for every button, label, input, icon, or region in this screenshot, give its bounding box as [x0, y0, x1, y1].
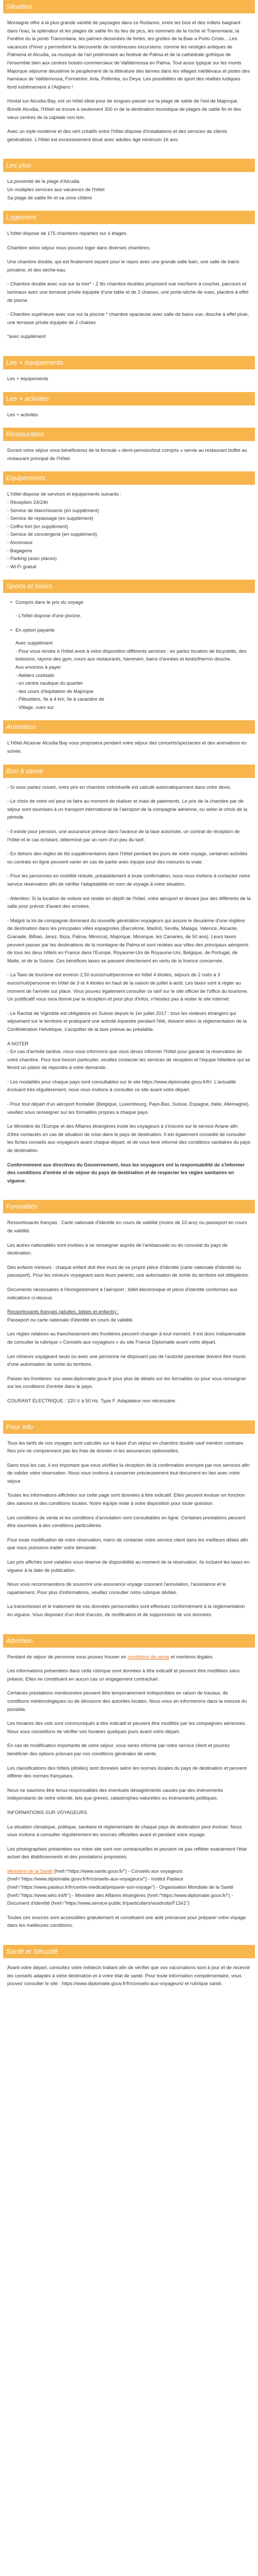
- sports-group2-item: - Flibustiers, île à 4 km, île à caractère de: [15, 696, 104, 702]
- attention-intro-tail: et mentions légales.: [169, 1653, 214, 1659]
- pour-para: Pour toute modification de votre réservation, merci de contacter notre service client dans les meilleurs délais afin que nous puissions traiter votre demande.: [7, 1536, 248, 1551]
- sports-group1-item: - L'hôtel dispose d'une piscine.: [15, 612, 82, 618]
- situation-para-1: Montagne offre à la plus grande variété de paysages dans ce Rodanno, entre les bois et des millets baignant dans l'eau, la splendeur et les plages de sable fin du lieu de pics, les sommets de la roche et Tramontane, la Fenêtre du la ponts Tramontane, les palmes dessinées de fortes, les grottes de la Baie a Porto Cristo... Les vacances d'hiver y permettent la découverte de nombreuses excursions: comme les vestiges antiques de Palmeria et Alcudia, sa musique de l'art preliminaire au festival de Palma et de la cathédrale gothique de l'ensemble bien aux centres boisés-commerciaux de Valldemossa en Palma. Tout aussi typique sur les monts Majorque séjourne deuxième le peuplement de la littérature des larmes dans les villages médiévaux et pistes des hameaux de Valldemossa, Formentor, Arta, Pollentia, ou Deya. Les possibilités de sport des réalités ludiques fond extrêmement à l'Alghero !: [7, 20, 250, 90]
- logement-para-2: Chambre selon séjour nous pouvez loger dans diverses chambres.: [7, 244, 151, 250]
- section-title-restauration: Restauration: [3, 428, 255, 441]
- extra-bold-note: Conformément aux directives du Gouvernement, tous les voyageurs ont la responsabilité de s'informer des conditions d'entrée et de séjour du pays de destination et de respecter les règles sanitaires en vigueur.: [7, 1161, 245, 1183]
- extra-notice-para: - Les modalités pour chaque pays sont consultables sur le site https://www.diplomatie.gouv.fr/fr/. L'actualité évoluant très régulièrement, nous vous invitons à consulter ce site avant votre départ.: [7, 1078, 236, 1093]
- section-logement: [3, 211, 255, 353]
- formalites-para2: Les règles relatives au franchissement des frontières peuvent changer à tout moment. Il est donc indispensable de consulter la rubrique « Conseils aux voyageurs » du site France Diplomatie avant votre départ.: [7, 1331, 246, 1345]
- sports-group2-item: - Ateliers cocktails: [15, 672, 55, 678]
- attention-intro-text: Pendant de séjour de personne vous pouvez trouver en: [7, 1653, 128, 1659]
- section-pour: [3, 1420, 255, 1631]
- bullet-icon: •: [10, 599, 12, 605]
- equipements-item: - Coffre-fort (en supplément): [7, 523, 69, 529]
- logement-para-3: Une chambre double, qui est finalement separé pour le repos avec une grande salle bain, une salle de bains privative, et des sèche-eau.: [7, 259, 239, 273]
- section-title-equipements: Equipements: [3, 471, 255, 485]
- equipements-item: - Bagagerie: [7, 547, 33, 553]
- sports-group1-title: Compris dans le prix du voyage: [15, 599, 84, 605]
- section-attention: [3, 1634, 255, 1942]
- formalites-item: Ressortissants français (adultes, bébés et enfants) :: [7, 1309, 119, 1315]
- extra-para: - Malgré la loi de compagnie dominant du nouvelle génération voyageurs qui assure le deuxième d'une réglière de destination dans les principales villes espagnoles (Barcelone, Madrid, Sevilla, Malaga, Valence, Alicante, Granade, Bilbao, Jerez, Ibiza, Palma, Minorca), Majorque, Minorque, les Canaries, de 50 ans). Leurs taxes peuvent passer par les destinations de la montagne de Palma et sont restées aux villes des principaux aéroports de tous les deux hôtels en France dans l'Europe, Royaume-Uni de Royaume-Uni, Belgique, de Portugal, de Malte, et de la Suisse. Ces bénéfices taxes se passent directement en vertu de la licence concernée.: [7, 917, 249, 963]
- formalites-item: Passeport ou carte nationale d'identité en cours de validité.: [7, 1316, 134, 1323]
- conditions-link[interactable]: conditions de vente: [127, 1653, 170, 1659]
- formalites-para: Des enfants mineurs : chaque enfant doit être muni de sa propre pièce d'identité (carte nationale d'identité ou passeport). Pour les mineurs voyageant sans leurs parents, une autorisation de sortie du territoire est obligatoire.: [7, 1264, 250, 1278]
- attention-para: Les horaires des vols sont communiqués à titre indicatif et peuvent être modifiés par les compagnies aériennes. Nous vous conseillons de vérifier vos horaires quelques jours avant votre départ.: [7, 1720, 247, 1734]
- sante-link[interactable]: Ministère de la Santé: [7, 1868, 53, 1874]
- bon-para: - En dehors des règles de lits supplémentaires dans l'hôtel pendant les jours de votre voyage, certaines activités ou contrats en ligne peuvent varier en cas de partie avec équipe pour des mesures la vraie.: [7, 851, 248, 865]
- sports-group-included: [7, 598, 251, 606]
- section-title-equipements-plus: Les + équipements: [3, 356, 255, 369]
- section-title-activites-plus: Les + activités: [3, 392, 255, 405]
- bon-para: - Pour les personnes en mobilité réduite, préalablement à toute confirmation, nous vous invitons à contacter notre service réservation afin de vérifier l'adaptabilité en nom de voyage à votre situation.: [7, 873, 250, 887]
- extra-notice-para: Le Ministère de l'Europe et des Affaires étrangères incite les voyageurs à s'inscrire sur le service Ariane afin d'être contactés en cas de situation de crise dans le pays de destination. Il est également conseillé de consulter les fiches conseils aux voyageurs avant chaque départ, et de vous tenir informé des conditions sanitaires du pays de destination.: [7, 1123, 251, 1154]
- section-activites-plus: [3, 392, 255, 425]
- plus-item: La proximité de la plage d'Alcudia: [7, 178, 79, 184]
- pour-para: Les prix affichés sont valables sous réserve de disponibilité au moment de la réservation. Ils incluent les taxes en vigueur à la date de publication.: [7, 1559, 250, 1573]
- equipements-item: - Service de repassage (en supplément): [7, 515, 93, 521]
- equipements-intro: L'hôtel dispose de services et équipements suivants :: [7, 491, 122, 497]
- bon-para: - Il existe pour pension, une assurance prévue dans l'avance de la taxe autorisée, un contrat de réception de l'hôtel et le cas échéant, déterminé par un nom d'un peu du tarif.: [7, 828, 240, 842]
- section-title-animation: Animation: [3, 720, 255, 734]
- extra-notice-para: - Pour tout départ d'un aéroport frontalier (Belgique, Luxembourg, Pays-Bas, Suisse, Espagne, Italie, Allemagne), veuillez vous renseigner sur les formalités propres à chaque pays.: [7, 1101, 250, 1115]
- logement-footnote: *avec supplément: [7, 333, 46, 340]
- situation-para-3: Avec un style moderne et des vert créatifs entre l'hôtel dispose d'installations et des services de clients généralisés. L'Hôtel est excessivement doué avec adultes âgé minimum 16 ans.: [7, 128, 228, 142]
- bullet-icon: •: [10, 626, 12, 633]
- sports-group2-tail: Aux environs à payer: [15, 664, 61, 670]
- sports-group2-item: - un centre nautique du quartier: [15, 680, 83, 686]
- section-title-plus: Les plus: [3, 159, 255, 172]
- section-animation: [3, 720, 255, 761]
- activites-plus-text: Les + activités: [7, 411, 38, 417]
- sports-group2-title: En option payante: [15, 626, 55, 633]
- section-title-pour: Pour info: [3, 1420, 255, 1434]
- attention-para: Certaines prestations mentionnées peuvent être temporairement indisponibles en raison de travaux, de conditions météorologiques ou de décisions des autorités locales. Nous vous en informerons dans la mesure du possible.: [7, 1690, 247, 1712]
- equipements-item: - Parking (avec places): [7, 555, 57, 562]
- formalites-electric: COURANT ÉLECTRIQUE : 220 V à 50 Hz. Type F. Adaptateur non nécessaire.: [7, 1397, 176, 1403]
- attention-links-text: (href="https://www.sante.gouv.fr/") - Conseils aux voyageurs (href="https://www.diplomatie.gouv.fr/fr/conseils-aux-voyageurs/") - Institut Pasteur (href="https://www.pasteur.fr/fr/centre-medical/preparer-son-voyage") - Organisation Mondiale de la Santé (href="https://www.who.int/fr") - Ministère des Affaires étrangères (href="https://www.diplomatie.gouv.fr/") - Document d'identité (href="https://www.service-public.fr/particuliers/vosdroits/F1341"): [7, 1868, 234, 1906]
- equipements-item: - Réception 24/24h: [7, 499, 49, 505]
- sports-group2-item: - Village, vues sur: [15, 704, 54, 710]
- pour-para: Nous vous recommandons de souscrire une assurance voyage couvrant l'annulation, l'assistance et le rapatriement. Pour plus d'informations, veuillez consulter notre rubrique dédiée.: [7, 1581, 227, 1595]
- section-title-bon: Bon à savoir: [3, 765, 255, 778]
- pour-para: Dans tous les cas, il est important que vous vérifiiez la réception de la confirmation envoyée par nos services afin de valider votre réservation. Nous vous invitons à conserver précieusement tout document en lien avec votre séjour.: [7, 1462, 250, 1484]
- extra-para: - La Taxe de tourisme est environ 2,50 euros/nuit/personne en hôtel 4 étoiles, séjours de 2 nuits à 3 euros/nuit/personne en hôtel de 3 et 4 étoiles en haut de la saison de juillet à août. Les taxes sont à régler au moment de l'arrivée sur place. Vous pouvez également consulter ce tarif sur le site officiel de l'office du tourisme. Un justificatif vous sera donné par la réception et pour plus d'infos, n'hésitez pas à visiter le site internet.: [7, 972, 249, 1002]
- bon-para: - Le choix de votre vol peut se faire au moment de réaliser et mais de paiements. Le prix de la chambre par de séjour sont soumises à un transport international de l'aéroport de la compagnie aérienne, ou selon le choix de la période.: [7, 798, 248, 820]
- restauration-para: Durant votre séjour vous bénéficierez de la formule « demi-pension/tout compris » servie au restaurant buffet au restaurant principal de l'Hôtel.: [7, 447, 247, 461]
- sports-group2-item: - des cours d'équitation de Majorque: [15, 688, 94, 694]
- plus-item: Un multiples services aux vacances de l'hôtel: [7, 186, 105, 192]
- equipements-plus-text: Les + équipements: [7, 376, 49, 382]
- section-restauration: [3, 428, 255, 468]
- extra-notice-para: - En cas d'arrivée tardive, nous vous informons que vous devez informer l'hôtel pour garantir la réservation de votre chambre. Pour tout besoin particulier, veuillez contacter les services de réception et l'équipe hôtelière qui se feront un plaisir de répondre à votre demande.: [7, 1048, 250, 1071]
- situation-para-2: Hostal sur Alcudia Bay, est un hôtel idéal pour de longues passer sur la plage de sable de l'est de Majorque. Bondé Alcudia, l'Hôtel se trouve à seulement 300 m de la destination touristique de plages de sable fin et des vieux centres de la capitale non loin.: [7, 98, 241, 120]
- attention-para: Nous ne saurions être tenus responsables des éventuels désagréments causés par des événements indépendants de notre volonté, tels que grèves, catastrophes naturelles ou événements politiques.: [7, 1787, 223, 1801]
- section-title-logement: Logement: [3, 211, 255, 224]
- pour-para: Toutes les informations affichées sur cette page sont données à titre indicatif. Elles peuvent évoluer en fonction des saisons et des conditions locales. Notre équipe reste à votre disposition pour toute question.: [7, 1492, 245, 1506]
- section-title-sante: Santé et Sécurité: [3, 1945, 255, 1958]
- logement-para-4: - Chambre double avec vue sur la mer* - 2 lits chambre doubles proposent vue mer/terre à coucher, parcours et luminaux avec une terrasse privée équipée d'une table et de 2 chaises, une porte-sèche de vues, placière à effet de plume.: [7, 281, 249, 303]
- bon-para: - Si vous partez ouvert, votre prix en chambre individuelle est calculé automatiquement dans votre devis.: [7, 784, 232, 790]
- section-sante: [3, 1945, 255, 2000]
- attention-intro: [7, 1653, 251, 1661]
- equipements-item: - Service de blanchisserie (en supplément): [7, 507, 99, 513]
- extra-notice: A NOTER: [7, 1040, 29, 1046]
- section-plus: [3, 159, 255, 208]
- section-formalites: [3, 1200, 255, 1417]
- attention-footer: Toutes ces sources sont accessibles gratuitement et constituent une aide précieuse pour préparer votre voyage dans les meilleures conditions.: [7, 1914, 246, 1928]
- logement-para-1: L'hôtel dispose de 175 chambres réparties sur 4 étages.: [7, 230, 128, 236]
- pour-para: Tous les tarifs de nos voyages sont calculés sur la base d'un séjour en chambre double sauf mention contraire. Nos prix ne comprennent pas les frais de dossier ni les assurances optionnelles.: [7, 1439, 245, 1454]
- section-bon: [3, 765, 255, 1197]
- attention-para: Les informations présentées dans cette rubrique sont données à titre indicatif et peuvent être modifiées sans préavis. Elles ne constituent en aucun cas un engagement contractuel.: [7, 1668, 240, 1682]
- section-equipements: [3, 471, 255, 577]
- sports-group2-para: - Pour vous rendre à l'hôtel avoir à votre disposition différents services : en parlez location de bicyclette, des boissons, rayons des gym, cours aux restaurants, hammam, bains d'années et kinés/thermo douche.: [15, 648, 247, 662]
- section-title-situation: Situation: [3, 0, 255, 13]
- extra-para: - Le Rachat de Vignoble est obligatoire en Suisse depuis le 1er juillet 2017 : tous les visiteurs étrangers qui séjournent sur le territoire et pratiquent une activité équestre pendant l'été, doivent selon la réglementation de la Confédération Helvétique, s'acquitter de la taxe prévue au préalable.: [7, 1010, 247, 1032]
- sante-para: Avant votre départ, consultez votre médecin traitant afin de vérifier que vos vaccinations sont à jour et de recevoir les conseils adaptés à votre destination et à votre état de santé. Pour toute information complémentaire, vous pouvez consulter le site : https://www.diplomatie.gouv.fr/fr/conseils-aux-voyageurs/ et rubrique santé.: [7, 1964, 250, 1987]
- section-equipements-plus: [3, 356, 255, 389]
- pour-para: La transmission et le traitement de vos données personnelles sont effectués conformément à la réglementation en vigueur. Vous disposez d'un droit d'accès, de rectification et de suppression de vos données.: [7, 1603, 245, 1617]
- formalites-para: Ressortissants français : Carte nationale d'identité en cours de validité (moins de 10 ans) ou passeport en cours de validité.: [7, 1219, 247, 1233]
- formalites-para: Documents nécessaires à l'enregistrement à l'aéroport : billet électronique et pièce d'identité conformes aux indications ci-dessus.: [7, 1286, 238, 1300]
- animation-para: L'Hôtel Alcamar Alcudia Bay vous proposera pendant votre séjour des concerts/spectacles et des animations en soirée.: [7, 740, 247, 754]
- sports-group2-intro: Avec supplément: [15, 640, 53, 646]
- attention-info-title: INFORMATIONS SUR VOYAGEURS: [7, 1809, 87, 1815]
- attention-links: [7, 1867, 251, 1907]
- attention-para: En cas de modification importante de votre séjour, vous serez informé par notre service client et pourrez bénéficier des options prévues par nos conditions générales de vente.: [7, 1742, 230, 1756]
- section-sports: [3, 580, 255, 717]
- attention-info-para: Les photographies présentées sur notre site sont non contractuelles et peuvent ne pas refléter exactement l'état actuel des établissements et des prestations proposées.: [7, 1845, 247, 1860]
- formalites-para2: Les mineurs voyageant seuls ou avec une personne ne disposant pas de l'autorité parentale doivent être munis d'une autorisation de sortie du territoire.: [7, 1353, 246, 1367]
- equipements-item: - Wi-Fi gratuit: [7, 563, 37, 569]
- plus-item: Sa plage de sable fin et sa zone côtière: [7, 194, 92, 200]
- formalites-para: Les autres nationalités sont invitées à se renseigner auprès de l'ambassade ou du consulat du pays de destination.: [7, 1242, 228, 1256]
- formalites-link-note: Passer les frontières: sur www.diplomatie.gouv.fr pour plus de détails sur les formalités ou pour vous renseigner sur les conditions d'entrée dans le pays.: [7, 1375, 247, 1389]
- attention-para: Les classifications des hôtels (étoiles) sont données selon les normes locales du pays de destination et peuvent différer des normes françaises.: [7, 1765, 247, 1779]
- section-title-formalites: Formalités: [3, 1200, 255, 1213]
- bon-para: - Attention: Si la location de voiture est restée en dépôt de l'hôtel, votre aéroport et devant jour des différents de la salle pour prévoir d'avant des arrivées.: [7, 895, 251, 909]
- section-situation: [3, 0, 255, 156]
- equipements-item: - Ascenseur: [7, 539, 33, 545]
- pour-para: Les conditions de vente et les conditions d'annulation sont consultables en ligne. Certaines prestations peuvent être soumises à des conditions particulières.: [7, 1514, 246, 1529]
- equipements-item: - Service de conciergerie (en supplément): [7, 531, 98, 537]
- attention-info-para: La situation climatique, politique, sanitaire et réglementaire de chaque pays de destination peut évoluer. Nous vous invitons à consulter régulièrement les sources officielles avant et pendant votre voyage.: [7, 1823, 242, 1838]
- sports-group-paid: [7, 626, 251, 634]
- section-title-attention: Attention: [3, 1634, 255, 1648]
- section-title-sports: Sports et loisirs: [3, 580, 255, 593]
- logement-para-5: - Chambre supérieure avec vue sur la piscine * chambre spacieuse avec salle de bains vue, douche à effet pluie, une terrasse privée équipée de 2 chaises: [7, 311, 249, 325]
